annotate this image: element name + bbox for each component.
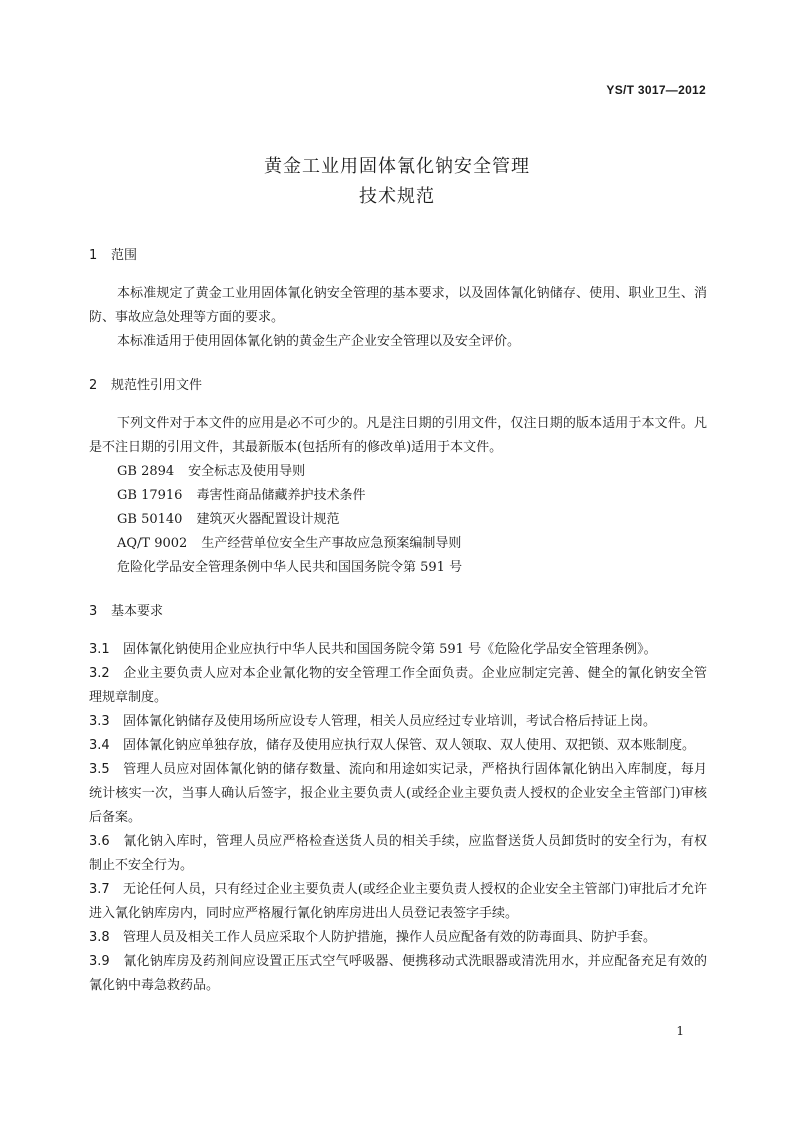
document-title-line2: 技术规范 — [359, 186, 435, 207]
clause — [89, 638, 707, 662]
section-number: 1 — [89, 248, 98, 263]
section-heading-normative-references — [89, 374, 707, 398]
clause-text: 无论任何人员，只有经过企业主要负责人(或经企业主要负责人授权的企业安全主管部门)审批后才允许进入氰化钠库房内，同时应严格履行氰化钠库房进出人员登记表签字手续。 — [89, 882, 707, 921]
reference-item — [89, 460, 707, 484]
reference-name: 生产经营单位安全生产事故应急预案编制导则 — [201, 536, 462, 551]
clause-text: 氰化钠库房及药剂间应设置正压式空气呼吸器、便携移动式洗眼器或清洗用水，并应配备充足有效的氰化钠中毒急救药品。 — [89, 954, 707, 993]
clause — [89, 758, 707, 830]
clause-text: 管理人员应对固体氰化钠的储存数量、流向和用途如实记录，严格执行固体氰化钠出入库制度，每月统计核实一次，当事人确认后签字，报企业主要负责人(或经企业主要负责人授权的企业安全主管部门)审核后备案。 — [89, 762, 707, 825]
scope-paragraph-1: 本标准规定了黄金工业用固体氰化钠安全管理的基本要求，以及固体氰化钠储存、使用、职业卫生、消防、事故应急处理等方面的要求。 — [89, 286, 707, 325]
reference-code: GB 50140 — [117, 512, 183, 527]
reference-code: GB 17916 — [117, 488, 183, 503]
clause-text: 固体氰化钠储存及使用场所应设专人管理，相关人员应经过专业培训，考试合格后持证上岗。 — [123, 714, 657, 729]
section-title: 规范性引用文件 — [111, 378, 203, 393]
clause-number: 3.5 — [89, 762, 110, 777]
reference-code: AQ/T 9002 — [117, 536, 188, 551]
reference-name: 安全标志及使用导则 — [188, 464, 306, 479]
reference-code: GB 2894 — [117, 464, 175, 479]
clause-text: 企业主要负责人应对本企业氰化物的安全管理工作全面负责。企业应制定完善、健全的氰化钠安全管理规章制度。 — [89, 666, 707, 705]
reference-item — [89, 532, 707, 556]
clause-number: 3.4 — [89, 738, 110, 753]
section-heading-basic-requirements — [89, 600, 707, 624]
clause-number: 3.8 — [89, 930, 110, 945]
section-title: 基本要求 — [111, 604, 164, 619]
clause-number: 3.1 — [89, 642, 110, 657]
clause-number: 3.2 — [89, 666, 110, 681]
clause-text: 氰化钠入库时，管理人员应严格检查送货人员的相关手续，应监督送货人员卸货时的安全行为，有权制止不安全行为。 — [89, 834, 707, 873]
reference-item — [89, 556, 707, 580]
clause — [89, 926, 707, 950]
reference-item — [89, 484, 707, 508]
reference-item — [89, 508, 707, 532]
section-title: 范围 — [111, 248, 138, 263]
clause-text: 固体氰化钠使用企业应执行中华人民共和国国务院令第 591 号《危险化学品安全管理条例》。 — [123, 642, 657, 657]
reference-name: 毒害性商品储藏养护技术条件 — [196, 488, 366, 503]
section-number: 3 — [89, 604, 98, 619]
document-body — [89, 244, 707, 998]
section-number: 2 — [89, 378, 98, 393]
clause — [89, 710, 707, 734]
reference-name: 建筑灭火器配置设计规范 — [196, 512, 340, 527]
reference-name: 危险化学品安全管理条例中华人民共和国国务院令第 591 号 — [117, 560, 463, 575]
standard-number: YS/T 3017—2012 — [606, 83, 706, 97]
clause-number: 3.6 — [89, 834, 110, 849]
clause — [89, 950, 707, 998]
clause — [89, 662, 707, 710]
clause-text: 固体氰化钠应单独存放，储存及使用应执行双人保管、双人领取、双人使用、双把锁、双本账制度。 — [123, 738, 696, 753]
section-heading-scope — [89, 244, 707, 268]
clause-number: 3.3 — [89, 714, 110, 729]
clause — [89, 878, 707, 926]
page-number: 1 — [676, 1024, 684, 1038]
clause — [89, 830, 707, 878]
clause-number: 3.9 — [89, 954, 110, 969]
scope-paragraph-2: 本标准适用于使用固体氰化钠的黄金生产企业安全管理以及安全评价。 — [117, 334, 521, 349]
clause-text: 管理人员及相关工作人员应采取个人防护措施，操作人员应配备有效的防毒面具、防护手套。 — [123, 930, 657, 945]
clause — [89, 734, 707, 758]
clause-number: 3.7 — [89, 882, 110, 897]
references-intro: 下列文件对于本文件的应用是必不可少的。凡是注日期的引用文件，仅注日期的版本适用于本文件。凡是不注日期的引用文件，其最新版本(包括所有的修改单)适用于本文件。 — [89, 416, 707, 455]
document-title-line1: 黄金工业用固体氰化钠安全管理 — [264, 156, 530, 177]
